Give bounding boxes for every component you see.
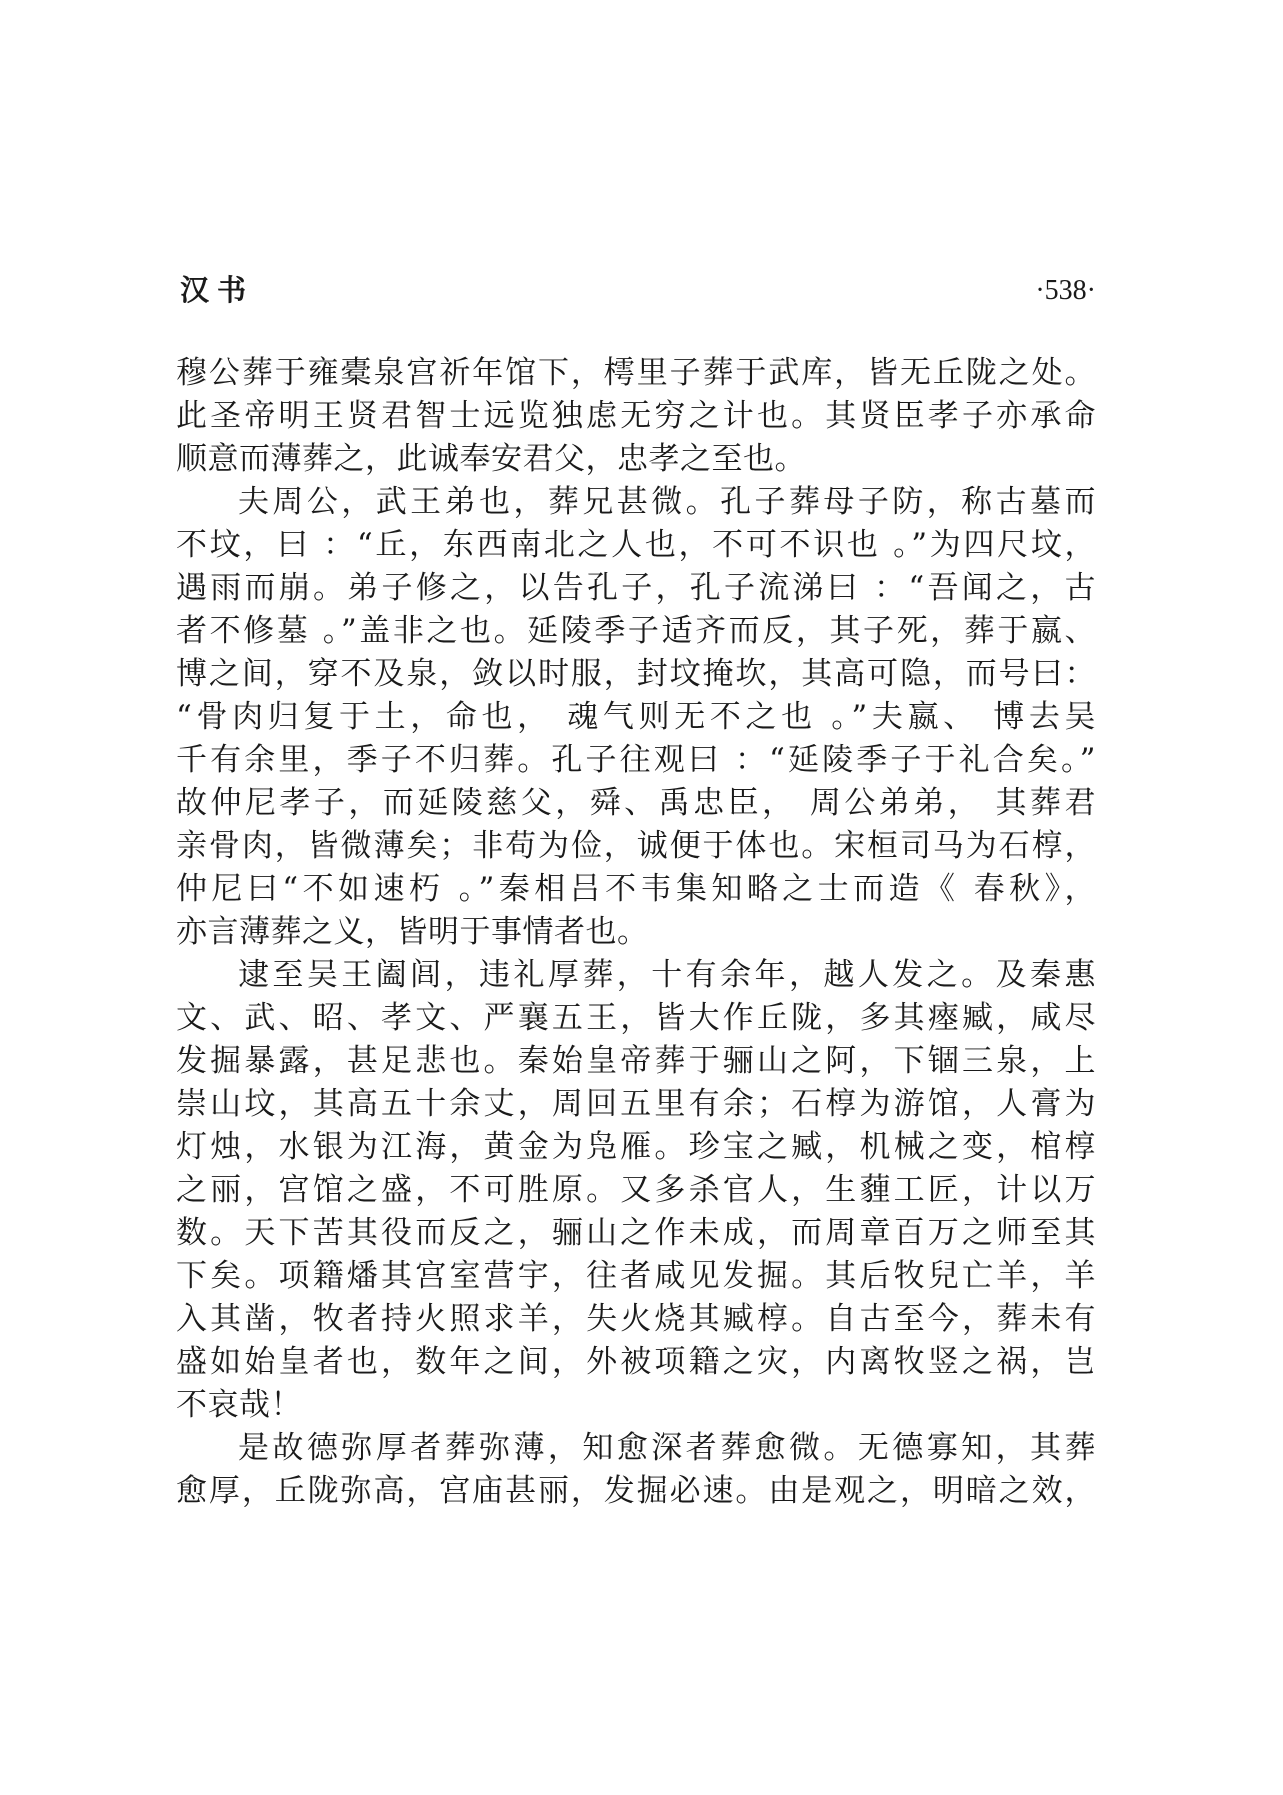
text-line: “骨肉归复于土，命也， 魂气则无不之也 。”夫嬴、 博去吴 [176, 699, 1096, 735]
text-line: 发掘暴露，甚足悲也。秦始皇帝葬于骊山之阿，下锢三泉，上 [176, 1043, 1096, 1079]
text-line: 千有余里，季子不归葬。孔子往观曰 ：“延陵季子于礼合矣。” [176, 742, 1096, 778]
text-line: 故仲尼孝子，而延陵慈父，舜、禹忠臣， 周公弟弟， 其葬君 [176, 785, 1096, 821]
text-line: 下矣。项籍燔其宫室营宇，往者咸见发掘。其后牧兒亡羊，羊 [176, 1258, 1096, 1294]
text-line: 逮至吴王阖闾，违礼厚葬，十有余年，越人发之。及秦惠 [238, 957, 1096, 993]
text-line: 不哀哉！ [176, 1387, 302, 1423]
text-line: 文、武、昭、孝文、严襄五王，皆大作丘陇，多其瘞臧，咸尽 [176, 1000, 1096, 1036]
text-line: 灯烛，水银为江海，黄金为凫雁。珍宝之臧，机械之变，棺椁 [176, 1129, 1096, 1165]
page-number: ·538· [1035, 275, 1096, 306]
text-line: 夫周公，武王弟也，葬兄甚微。孔子葬母子防，称古墓而 [238, 484, 1096, 520]
text-line: 此圣帝明王贤君智士远览独虑无穷之计也。其贤臣孝子亦承命 [176, 398, 1096, 434]
text-line: 亦言薄葬之义，皆明于事情者也。 [176, 914, 649, 950]
text-line: 之丽，宫馆之盛，不可胜原。又多杀官人，生薶工匠，计以万 [176, 1172, 1096, 1208]
text-line: 盛如始皇者也，数年之间，外被项籍之灾，内离牧竖之祸，岂 [176, 1344, 1096, 1380]
text-line: 数。天下苦其役而反之，骊山之作未成，而周章百万之师至其 [176, 1215, 1096, 1251]
text-line: 是故德弥厚者葬弥薄，知愈深者葬愈微。无德寡知，其葬 [238, 1430, 1096, 1466]
text-line: 入其凿，牧者持火照求羊，失火烧其臧椁。自古至今，葬未有 [176, 1301, 1096, 1337]
text-line: 不坟，曰 ：“丘，东西南北之人也，不可不识也 。”为四尺坟， [176, 527, 1096, 563]
body-text [176, 352, 1096, 1513]
text-line: 博之间，穿不及泉，敛以时服，封坟掩坎，其高可隐，而号曰： [176, 656, 1096, 692]
text-line: 崇山坟，其高五十余丈，周回五里有余；石椁为游馆，人膏为 [176, 1086, 1096, 1122]
text-line: 亲骨肉，皆微薄矣；非苟为俭，诚便于体也。宋桓司马为石椁， [176, 828, 1096, 864]
text-line: 愈厚，丘陇弥高，宫庙甚丽，发掘必速。由是观之，明暗之效， [176, 1473, 1096, 1509]
text-line: 穆公葬于雍橐泉宫祈年馆下，樗里子葬于武库，皆无丘陇之处。 [176, 355, 1096, 391]
text-line: 者不修墓 。”盖非之也。延陵季子适齐而反，其子死，葬于嬴、 [176, 613, 1096, 649]
text-line: 顺意而薄葬之，此诚奉安君父，忠孝之至也。 [176, 441, 806, 477]
text-line: 仲尼曰“不如速朽 。”秦相吕不韦集知略之士而造《 春秋》， [176, 871, 1096, 907]
running-title: 汉书 [180, 273, 255, 307]
text-line: 遇雨而崩。弟子修之，以告孔子，孔子流涕曰 ：“吾闻之，古 [176, 570, 1096, 606]
